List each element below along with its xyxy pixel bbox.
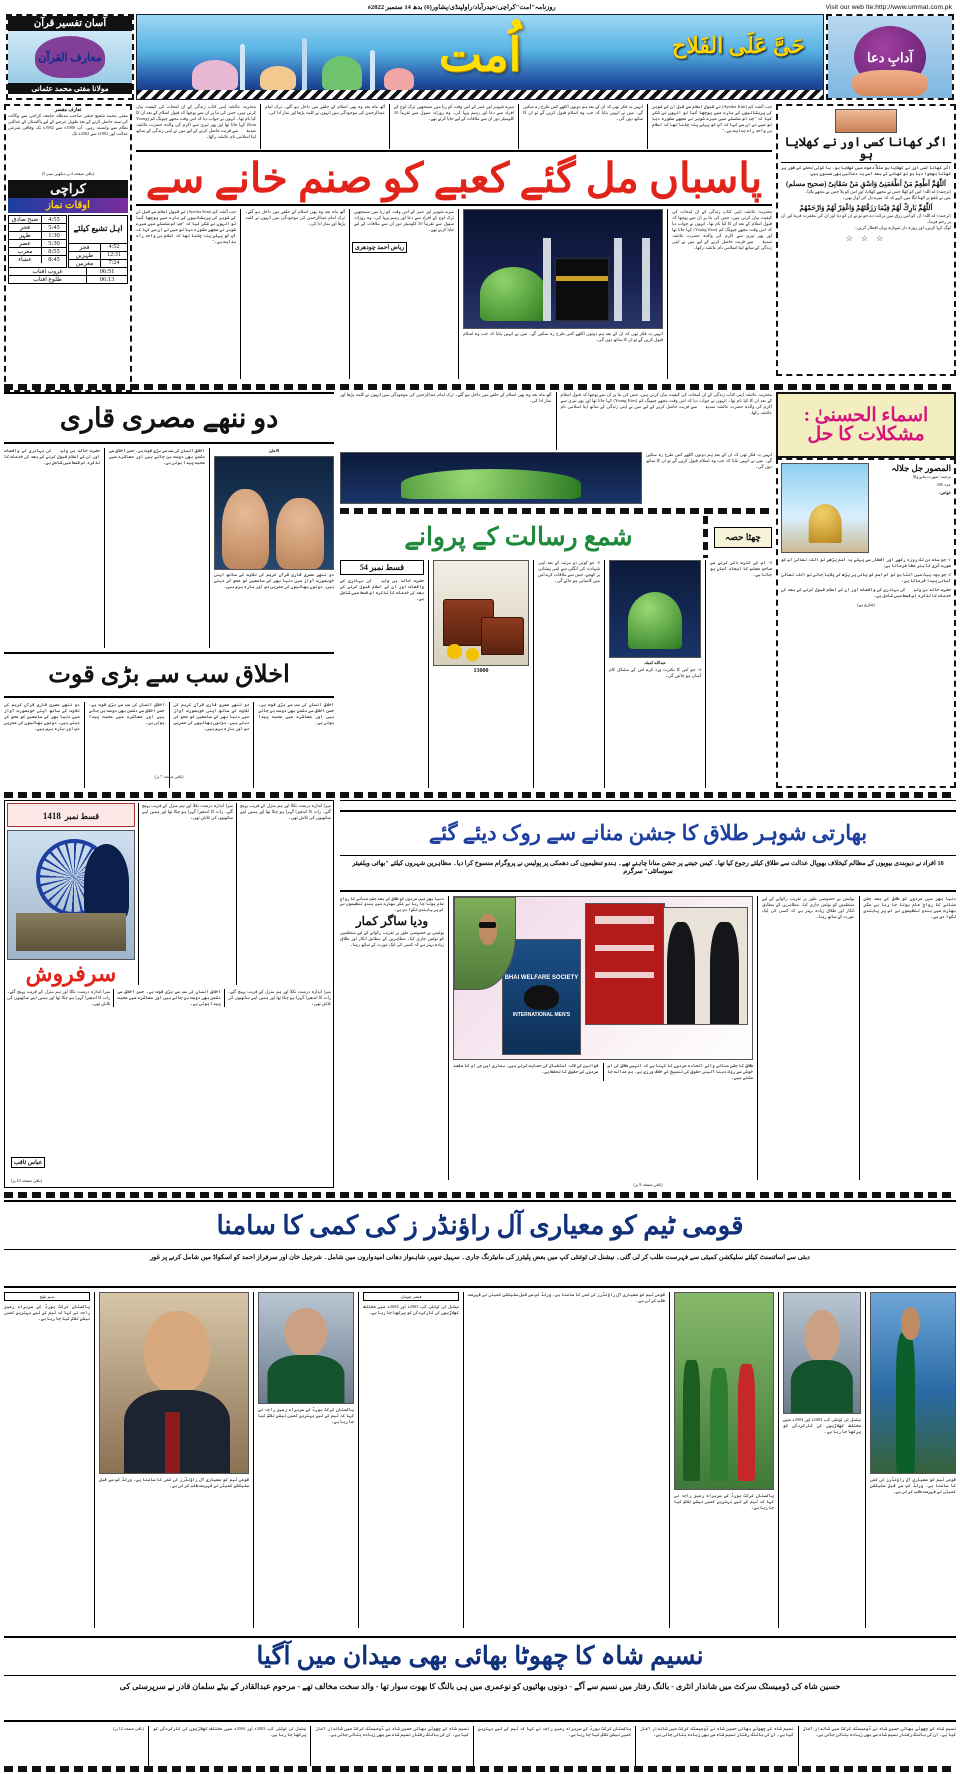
lead-col-2: میرے شوہر اور عمر کے اس وقت کو ریا میں سمجھیں ترک لوح کے افراد سے دعا اور رسم پیہا کی۔ وہ روزانہ سیول سے تقریباً 20 کلومیٹر دور ان سے ملاقات کے لیے جایا کرتے تھے۔	[394, 104, 514, 121]
sun-time-1: 06:13	[86, 276, 127, 283]
shama-col-0: 3- اس کے کثرت ذکر کرنے سے صاحبِ مجلس کا ایجاد آسان ہو جاتا ہے۔	[710, 560, 772, 577]
india-collage-photo	[453, 896, 753, 1060]
prayer-name-4: مغرب	[17, 248, 33, 255]
prayer-times-table	[8, 215, 67, 268]
sarfarosh-episode-no: 1418	[42, 811, 61, 821]
cricket2-continued: (باقی صفحہ 12 پر)	[113, 1726, 144, 1731]
prayer-city: کراچی	[8, 180, 128, 198]
sarfarosh-illustration	[7, 830, 135, 960]
masthead-logo: اُمت	[438, 29, 522, 81]
india-quote-lead: دنیا بھر میں مردوں کو طلاق کے بعد جشن منانے کا رواج عام ہوتا جا رہا ہے مگر بھارت میں ہندو تنظیموں نے اس پر پابندی لگوا دی ہے۔	[340, 896, 444, 912]
cricket-main-headline: قومی ٹیم کو معیاری آل راؤنڈر ز کی کمی کا سامنا	[216, 1210, 744, 1240]
prayer-name-1: فجر	[19, 224, 31, 231]
akhlaq-headline: اخلاق سب سے بڑی قوت	[48, 662, 290, 688]
kaaba-photo	[463, 209, 663, 329]
shia-name-2: مغربین	[75, 260, 94, 267]
asma-continued: (جاری ہے)	[857, 602, 875, 607]
akhlaq-col-1: دو ننھے مصری قاری قرآن کریم کی تلاوت کے ساتھ اپنی خوبصورت آواز میں دنیا بھر کے سامعین کو محو کر دیتے ہیں۔ دونوں بھائیوں کی عمریں دس اور بارہ برس ہیں۔	[173, 702, 250, 731]
issue-line: روزنامہ"امت"کراچی/حیدرآباد/راولپنڈی/پشاور(6) بدھ 14 ستمبر 2022ء	[367, 4, 556, 11]
prayer-time-2: 1:30	[41, 232, 66, 239]
cricket-second-body	[4, 1726, 956, 1766]
sun-row	[9, 268, 127, 275]
sarfarosh-col-3: اخلاق انسان کی سب سے بڑی قوت ہے۔ حسن اخلاق سے دشمن بھی دوست بن جاتے ہیں اور معاشرے میں محبت پیدا ہوتی ہے۔	[117, 989, 221, 1006]
prayer-time-0: 4:55	[41, 216, 66, 223]
akhlaq-headline-block	[4, 652, 334, 698]
sun-times-table	[8, 268, 128, 284]
qari-subhead: الاعلیٰ	[268, 448, 280, 453]
asma-body	[776, 458, 956, 788]
tafseer-author: مولانا مفتی محمد عثمانی	[8, 83, 132, 94]
sarfarosh-author: عباس ثاقب	[11, 1157, 45, 1168]
shama-headline: شمع رسالت کے پروانے	[404, 523, 633, 551]
cricket-byline-2: قیصر چوہان	[363, 1292, 459, 1301]
sarfarosh-headline: سرفروش	[25, 961, 117, 986]
prayer-name-3: عصر	[18, 240, 32, 247]
bhai-welfare-poster	[502, 939, 581, 1054]
akhlaq-continued: (باقی صفحہ 7 پر)	[154, 774, 184, 779]
maarif-logo	[8, 31, 132, 83]
qari-photo	[214, 456, 334, 570]
tafseer-body: مفتی محمد شفیع حنفی صاحب مدظلہ جامعہ کراچی سے وکالت کی سند حاصل کرنے کے بعد طویل عرصے کے لیے پاکستان کے عدالتی نظام سے وابستہ رہے۔ آپ 1980ء سے 1982ء تک وفاقی شرعی عدالت اور 1982ء سے 2002ء تک	[8, 113, 128, 137]
dua-badge-box	[826, 14, 954, 100]
shia-title: اہل تشیع کیلئے	[73, 223, 123, 233]
bowler-celebration-photo	[870, 1292, 956, 1474]
india-sub-headline: ودیا ساگر کمار	[355, 914, 429, 929]
cricket-second-headline: نسیم شاہ کا چھوٹا بھائی بھی میدان میں آگیا	[256, 1643, 704, 1670]
shama-col-4: حضرت خالد بن ولیدؓ کی بہادری کے واقعات اور ان کے اسلام قبول کرنے کے بعد کی خدمات کا تذکرہ اس قسط میں شامل ہے۔	[340, 578, 424, 601]
sarfarosh-col-4: میرا اندازہ درست نکلا اور ہم منزل کے قریب پہنچ گئے۔ رات کا اندھیرا گہرا ہو چکا تھا اور ہمیں اپنے ساتھیوں کی تلاش تھی۔	[7, 989, 111, 1006]
sun-name-0: غروب آفتاب	[32, 268, 63, 275]
asma-headline: اسماء الحسنیٰ : مشکلات کا حل	[803, 405, 929, 445]
divider-1	[4, 384, 956, 390]
asma-count: 336	[936, 482, 943, 488]
dua-intro: اگر کھانا کسی اور نے کھلایا ہو مثلاً دعوت میں کھلایا ہو، یا کوئی تحفے کے طور پر کھانا بھجوا دیا ہو تو کھانے کے بعد اسے یہ دعائیں بھی مسنون ہیں:	[781, 165, 951, 176]
shia-time-1: 12:31	[100, 252, 127, 259]
cricket-col-4: نیشنل ٹی ٹوئنٹی کپ 2003ء اور 2004ء میں مختلف کھلاڑیوں کی کارکردگی کو پرکھا جا رہا ہے۔	[363, 1304, 459, 1316]
sarfarosh-col-0: میرا اندازہ درست نکلا اور ہم منزل کے قریب پہنچ گئے۔ رات کا اندھیرا گہرا ہو چکا تھا اور ہمیں اپنے ساتھیوں کی تلاش تھی۔	[240, 803, 331, 820]
cricket-col-2: پاکستان کرکٹ بورڈ کے سربراہ رمیز راجہ نے کہا کہ ٹیم کے لیے بہترین کمبی نیشن تلاش کیا جا رہا ہے۔	[674, 1493, 774, 1510]
india-quote-body: پولیس نے خصوصی طور پر تقریب رکوانے کے لیے منتظمین کو نوٹس جاری کیا۔ مظاہرین کے مطابق انکار اور طلاق زیادہ بہتر ہے کہ کسی کی ایک عورت کے ساتھ رہنا۔	[340, 930, 444, 948]
india-deck	[340, 858, 956, 892]
sarfarosh-col-2: میرا اندازہ درست نکلا اور ہم منزل کے قریب پہنچ گئے۔ رات کا اندھیرا گہرا ہو چکا تھا اور ہمیں اپنے ساتھیوں کی تلاش تھی۔	[227, 989, 331, 1006]
cricket-main-deck-text: دبئی سے اسائنمنٹ کیلئے سلیکشن کمیٹی سے فہرست طلب کر لی گئی۔ نیشنل ٹی ٹوئنٹی کپ میں بعض پلیئرز کی مانیٹرنگ جاری۔ سہیل تنویر، شاہنواز دھانی امیدواروں میں شامل۔ شرجیل خان اور سرفراز احمد کو اسکواڈ میں شامل کرنے پر غور	[150, 1254, 810, 1261]
india-headline: بھارتی شوہر طلاق کا جشن منانے سے روک دیئے گئے	[428, 821, 868, 845]
lead-body-col-1: انہیں یہ فکر تھی کہ ان کے بعد ہم دونوں اکٹھے کس طرح رہ سکیں گے۔ میں نے انہیں بتایا کہ جب وہ اسلام قبول کریں گے تو ان کا ساتھ دوں گی۔	[463, 331, 663, 342]
cricket-col-1: نیشنل ٹی ٹوئنٹی کپ 2003ء اور 2004ء میں مختلف کھلاڑیوں کی کارکردگی کو پرکھا جا رہا ہے۔	[783, 1417, 861, 1434]
india-deck-text: 18 افراد نے دیوبندی بیویوں کے مظالم کیخلاف بھوپال عدالت سے طلاق کیلئے رجوع کیا تھا۔ کیس جیتنے پر جشن منانا چاہتے تھے۔ ہندو تنظیموں کی دھمکی پر پولیس نے پروگرام منسوخ کرا دیا۔ مظاہرین شہروں کیلئے "بھائی ویلفیئر سوسائٹی" سرگرم	[352, 860, 944, 876]
sarfarosh-episode-label: قسط نمبر	[64, 812, 100, 821]
shama-photo-col-text: انہیں یہ فکر تھی کہ ان کے بعد ہم دونوں اکٹھے کس طرح رہ سکیں گے۔ میں نے انہیں بتایا کہ جب وہ اسلام قبول کریں گے تو ان کا ساتھ دوں گی۔	[646, 452, 772, 469]
dua-photo	[835, 109, 897, 133]
india-body	[340, 896, 956, 1180]
shia-time-2: 7:24	[100, 260, 127, 267]
qari-body	[4, 448, 334, 648]
prayer-name-5: عشاء	[18, 256, 32, 263]
masthead	[2, 14, 958, 100]
asma-properties-label: خواص:	[939, 489, 951, 495]
akhlaq-col-2: اخلاق انسان کی سب سے بڑی قوت ہے۔ حسن اخلاق سے دشمن بھی دوست بن جاتے ہیں اور معاشرے میں محبت پیدا ہوتی ہے۔	[88, 702, 165, 725]
tafseer-subheading: تعارف مفسر	[54, 108, 82, 113]
cricket2-col-2: پاکستان کرکٹ بورڈ کے سربراہ رمیز راجہ نے کہا کہ ٹیم کے لیے بہترین کمبی نیشن تلاش کیا جا رہا ہے۔	[477, 1726, 632, 1737]
dua-badge-label: آدابِ دعا	[867, 49, 914, 65]
shama-col-2: 5- جو کوئی دو مرتبہ کے بعد اپنی شہادت کی انگلی سے اپنی پیشانی پر کھجے، جس سے ملاقات کرے اس میں کامیابی ہو جائے گی۔	[538, 560, 600, 583]
lead-headline-text: پاسباں مل گئے کعبے کو صنم خانے سے	[145, 154, 763, 201]
divider-3	[4, 792, 956, 798]
prayer-time-1: 5:45	[41, 224, 66, 231]
india-headline-block	[340, 810, 956, 856]
dua-translation-2: (ترجمہ) اے اللہ! ان کو اس رزق میں برکت دے جو تو نے ان کو دیا اور ان کی مغفرت فرما اور ان پر رحم فرما۔	[781, 213, 951, 224]
cricket-col-6: قومی ٹیم کو معیاری آل راؤنڈرز کی کمی کا سامنا ہے۔ ورلڈ کپ سے قبل سلیکشن کمیٹی نے فہرست طلب کر لی ہے۔	[99, 1477, 249, 1488]
sun-time-0: 06:51	[86, 268, 127, 275]
lead-headline	[136, 150, 772, 206]
asma-item-0: 1- جو سات دن تک روزہ رکھے اور افطار سے پہلے یہ اسم پڑھے تو اللہ تعالیٰ اس کو صورت گری کا ہنر عطا فرماتا ہے۔	[781, 557, 951, 568]
left-rail	[4, 104, 132, 392]
lead-body-col-0: محترمہ عائشہ اپنی کتاب زندگی کے ان لمحات کی کیفیت بیان کرتی ہیں، جس کی بنا پر ان سے پوچھا کہ قبول اسلام کے بعد ان کا کیا نام تھا۔ انہوں نے جواب دیا کہ اس وقت مجھے چیونگ کم (Yoong Kim) کہا جاتا تھا اور پھر تیزی سے اکرم کی والدہ حضرت عائشہ صدیقہؓ سے قربت حاصل کرنے کے لیے میں نے اپنی زندگی کے ساتھ اپنا اسلامی نام عائشہ رکھا۔	[672, 209, 772, 250]
qari-headline-block	[4, 392, 334, 444]
prayer-name-0: صبح صادق	[11, 216, 39, 223]
india-col-3: قوانین کے لالہ استقبال کی حمایت کرتے ہیں۔ ہماری این جی او کا مقصد مردوں کے حقوق کا تحفظ ہے۔	[453, 1063, 599, 1074]
dua-note-2: لوگ کہا کریں، اور روزہ دار تمہارے یہاں افطار کریں۔	[854, 225, 951, 230]
bhai-poster-sub: INTERNATIONAL MEN'S	[512, 1011, 571, 1018]
masthead-banner	[136, 14, 824, 100]
cricket-byline-1: نديم بلوچ	[4, 1292, 90, 1301]
asma-item-1: 2- جو بچہ پیٹ میں الٹا ہو تو اس اسم کو پانی پر پڑھ کر پلایا جائے تو اللہ تعالیٰ آسانی پیدا فرماتا ہے۔	[781, 572, 951, 583]
lead-byline-text: ریاض احمد چودھری	[352, 242, 407, 253]
cricket2-col-1: نسیم شاہ کے چھوٹے بھائی حسین شاہ نے ڈومیسٹک کرکٹ میں شاندار آغاز کیا ہے۔ ان کی بالنگ رفتار نسیم شاہ سے بھی زیادہ بتائی جاتی ہے۔	[640, 1726, 794, 1737]
player-portrait-photo	[783, 1292, 861, 1414]
dua-translation-1: (ترجمہ) اے اللہ! اس کو کھلا جس نے مجھے کھلایا، اور اس کو پلا جس نے مجھے پلایا۔	[804, 189, 951, 194]
shia-time-0: 4:52	[100, 244, 127, 251]
prayer-time-4: 8:55	[41, 248, 66, 255]
lead-story-top-text	[136, 104, 772, 149]
treasure-chest-photo	[433, 560, 529, 666]
shama-top-col-0: محترمہ عائشہ اپنی کتاب زندگی کے ان لمحات کی کیفیت بیان کرتی ہیں، جس کی بنا پر ان سے پوچھا کہ قبول اسلام کے بعد ان کا کیا نام تھا۔ انہوں نے جواب دیا کہ اس وقت مجھے چیونگ کم (Yoong Kim) کہا جاتا تھا اور پھر تیزی سے اکرم کی والدہ حضرت عائشہ صدیقہؓ سے قربت حاصل کرنے کے لیے میں نے اپنی زندگی کے ساتھ اپنا اسلامی نام عائشہ رکھا۔	[560, 392, 772, 415]
qari-headline: دو ننھے مصری قاری	[59, 402, 279, 433]
qari-body-text: دو ننھے مصری قاری قرآن کریم کی تلاوت کے ساتھ اپنی خوبصورت آواز میں دنیا بھر کے سامعین کو محو کر دیتے ہیں۔ دونوں بھائیوں کی عمریں دس اور بارہ برس ہیں۔	[214, 572, 334, 590]
divider-2	[340, 508, 772, 514]
qari-col-2: حضرت خالد بن ولیدؓ کی بہادری کے واقعات اور ان کے اسلام قبول کرنے کے بعد کی خدمات کا تذکرہ اس قسط میں شامل ہے۔	[4, 448, 100, 465]
lead-col-3: آٹھ ماہ بعد وہ بھی اسلام کے حلقے میں داخل ہو گئے۔ ترک امام عبدالرحمن کی موجودگی میں انہوں نے کلمہ پڑھا اور نماز ادا کی۔	[265, 104, 385, 115]
shama-part-label: چھٹا حصہ	[724, 531, 761, 542]
shama-episode-no: 54	[359, 563, 368, 572]
lead-col-0: جب آئشہ کم (Ayesha Kim) نے قبول اسلام سے قبل ان کے شوہر کی پریشانیوں کے بارے میں پوچھا گیا تو انہوں نے شکر کیا کہ "جب اس سلسلے میں میرے شوہر نے مجھے مشورہ دیا تو میں نے ان سے کہا کہ آپ کو پہلے پتہ چلنا تھا کہ اسلام ہی واحد راہ ہدایت ہے۔"	[652, 104, 772, 133]
shama-body	[340, 560, 772, 788]
shia-times-table	[68, 215, 128, 268]
sarfarosh-block	[4, 800, 334, 1188]
sarfarosh-col-1: میرا اندازہ درست نکلا اور ہم منزل کے قریب پہنچ گئے۔ رات کا اندھیرا گہرا ہو چکا تھا اور ہمیں اپنے ساتھیوں کی تلاش تھی۔	[142, 803, 233, 820]
cricket-col-3: قومی ٹیم کو معیاری آل راؤنڈرز کی کمی کا سامنا ہے۔ ورلڈ کپ سے قبل سلیکشن کمیٹی نے فہرست طلب کر لی ہے۔	[468, 1292, 665, 1303]
cricket-second-deck	[4, 1678, 956, 1722]
dua-arabic-1: اَللّٰهُمَّ اَطْعِمْ مَنْ اَطْعَمَنِیْ وَاسْقِ مَنْ سَقَانِیْ (صحیح مسلم)	[786, 180, 946, 188]
asma-headline-block	[776, 392, 956, 454]
cricket-main-deck	[4, 1252, 956, 1288]
india-col-2: طلاق کا جشن منانے والے الحادہ مردوں کا کہنا ہے کہ انہیں طلاق کی اس خوشی سے روک دینا آئینی حقوق کی تنسیخ کے خلاف ورزی ہے۔ ہم عدالت جا سکتے ہیں۔	[607, 1063, 753, 1080]
couple-silhouette-photo	[663, 907, 748, 1026]
lead-byline	[352, 236, 407, 254]
masthead-slogan: حَیَّ عَلَی الفَلاح	[672, 33, 805, 58]
prayer-row	[9, 216, 66, 223]
cricket2-col-0: نسیم شاہ کے چھوٹے بھائی حسین شاہ نے ڈومیسٹک کرکٹ میں شاندار آغاز کیا ہے۔ ان کی بالنگ رفتار نسیم شاہ سے بھی زیادہ بتائی جاتی ہے۔	[802, 1726, 956, 1737]
masthead-ornament	[137, 90, 823, 99]
lead-col-1: انہیں یہ فکر تھی کہ ان کے بعد ہم دونوں اکٹھے کس طرح رہ سکیں گے۔ میں نے انہیں بتایا کہ جب وہ اسلام قبول کریں گے تو ان کا ساتھ دوں گی۔	[523, 104, 643, 121]
lead-body-col-2: میرے شوہر اور عمر کے اس وقت کو ریا میں سمجھیں ترک لوح کے افراد سے دعا اور رسم پیہا کی۔ وہ روزانہ سیول سے تقریباً 20 کلومیٹر دور ان سے ملاقات کے لیے جایا کرتے تھے۔	[354, 209, 454, 232]
cricket-main-headline-block	[4, 1200, 956, 1250]
sun-row	[9, 275, 127, 283]
shama-top-text	[340, 392, 772, 450]
akhlaq-col-3: دو ننھے مصری قاری قرآن کریم کی تلاوت کے ساتھ اپنی خوبصورت آواز میں دنیا بھر کے سامعین کو محو کر دیتے ہیں۔ دونوں بھائیوں کی عمریں دس اور بارہ برس ہیں۔	[4, 702, 80, 731]
prayer-row	[9, 247, 66, 255]
bottom-border	[4, 1766, 956, 1772]
sun-name-1: طلوع آفتاب	[33, 276, 62, 283]
dua-article	[776, 104, 956, 376]
asma-subtitle: ترجمہ: صورت بنانے والا	[912, 474, 951, 479]
dua-note-1: میں نے بلقع پر اٹھنا لگا میں کہے کہ کہ میرے دل کی آواز بھی۔	[842, 195, 951, 200]
sarfarosh-continued: (باقی صفحہ 10 پر)	[11, 1177, 42, 1183]
lead-story-body	[136, 209, 772, 379]
shama-author: عبدالله کمبلہ	[644, 660, 666, 665]
asma-name: المصور جل جلالہ	[891, 463, 951, 473]
lead-body-col-4: جب آئشہ کم (Ayesha Kim) نے قبول اسلام سے قبل ان کے شوہر کی پریشانیوں کے بارے میں پوچھا گیا تو انہوں نے شکر کیا کہ "جب اس سلسلے میں میرے شوہر نے مجھے مشورہ دیا تو میں نے ان سے کہا کہ آپ کو پہلے پتہ چلنا تھا کہ اسلام ہی واحد راہ ہدایت ہے۔"	[136, 209, 236, 244]
shama-col-mid: 4- جو اس کا بکثرت ورد کرے اس کے مشکل کام آسان ہو جائیں گی۔	[609, 667, 701, 679]
akhlaq-continued-wrap	[4, 774, 334, 779]
shama-photo-row	[340, 452, 772, 504]
praying-hands-icon	[852, 70, 928, 96]
maarif-logo-label: معارف القرآن	[38, 51, 102, 64]
shama-headline-block	[340, 516, 772, 558]
dua-title: اگر کھانا کسی اور نے کھلایا ہو	[781, 136, 951, 163]
cricket-col-far-left: قومی ٹیم کو معیاری آل راؤنڈرز کی کمی کا سامنا ہے۔ ورلڈ کپ سے قبل سلیکشن کمیٹی نے فہرست طلب کر لی ہے۔	[870, 1477, 956, 1494]
india-col-0: دنیا بھر میں مردوں کو طلاق کے بعد جشن منانے کا رواج عام ہوتا جا رہا ہے مگر بھارت میں ہندو تنظیموں نے اس پر پابندی لگوا دی ہے۔	[863, 896, 956, 919]
india-continued: (باقی صفحہ 9 پر)	[633, 1182, 663, 1187]
prayer-time-5: 8:45	[41, 256, 66, 263]
dua-separator: ☆ ☆ ☆	[845, 234, 887, 243]
cricket-main-body	[4, 1292, 956, 1628]
asma-count-label: عدد:	[943, 482, 951, 488]
green-dome-photo	[340, 452, 642, 504]
shia-name-1: ظہرین	[75, 252, 94, 259]
cricket-col-5: پاکستان کرکٹ بورڈ کے سربراہ رمیز راجہ نے کہا کہ ٹیم کے لیے بہترین کمبی نیشن تلاش کیا جا رہا ہے۔	[258, 1407, 354, 1424]
shama-amount: 13000	[473, 668, 489, 674]
shama-top-col-1: آٹھ ماہ بعد وہ بھی اسلام کے حلقے میں داخل ہو گئے۔ ترک امام عبدالرحمن کی موجودگی میں انہوں نے کلمہ پڑھا اور نماز ادا کی۔	[340, 392, 552, 403]
prayer-row	[9, 239, 66, 247]
cricket-second-deck-text: حسین شاہ کی ڈومیسٹک سرکٹ میں شاندار انٹری - بالنگ رفتار میں نسیم سے آگے - دونوں بھائیوں کو نوعمری میں ہی بالنگ کا بھوت سوار تھا - والد سخت مخالف تھے - مرحوم عبدالقادر کے بیٹے سلمان قادر نے سرپرستی کی	[119, 1682, 841, 1691]
prayer-title: اوقات نماز	[8, 198, 128, 213]
player-portrait-2-photo	[258, 1292, 354, 1404]
divider-4	[4, 1192, 956, 1198]
fielders-practice-photo	[674, 1292, 774, 1490]
tafseer-box	[6, 14, 134, 100]
india-continued-wrap	[340, 1182, 956, 1187]
bhai-poster-title: BHAI WELFARE SOCIETY	[504, 974, 579, 981]
lead-col-4: محترمہ عائشہ اپنی کتاب زندگی کے ان لمحات کی کیفیت بیان کرتی ہیں، جس کی بنا پر ان سے پوچھا کہ قبول اسلام کے بعد ان کا کیا نام تھا۔ انہوں نے جواب دیا کہ اس وقت مجھے چیونگ کم (Yoong Kim) کہا جاتا تھا اور پھر تیزی سے اکرم کی والدہ حضرت عائشہ صدیقہؓ سے قربت حاصل کرنے کے لیے میں نے اپنی زندگی کے ساتھ اپنا اسلامی نام عائشہ رکھا۔	[136, 104, 256, 139]
moustache-icon	[524, 985, 560, 1010]
qari-col-1: اخلاق انسان کی سب سے بڑی قوت ہے۔ حسن اخلاق سے دشمن بھی دوست بن جاتے ہیں اور معاشرے میں محبت پیدا ہوتی ہے۔	[109, 448, 205, 465]
prayer-row	[9, 223, 66, 231]
cricket-col-7: پاکستان کرکٹ بورڈ کے سربراہ رمیز راجہ نے کہا کہ ٹیم کے لیے بہترین کمبی نیشن تلاش کیا جا رہا ہے۔	[4, 1304, 90, 1322]
asma-extra-body: حضرت خالد بن ولیدؓ کی بہادری کے واقعات اور ان کے اسلام قبول کرنے کے بعد کی خدمات کا تذکرہ اس قسط میں شامل ہے۔	[781, 587, 951, 598]
dua-arabic-2: اَللّٰهُمَّ بَارِكْ لَهُمْ فِيْمَا رَزَقْتَهُمْ وَاغْفِرْ لَهُمْ وَارْحَمْهُمْ	[799, 204, 933, 212]
masjid-photo	[781, 463, 869, 553]
tafseer-title: آسان تفسیر قرآن	[8, 16, 132, 31]
tafseer-continued: (باقی صفحہ 4 پر دیکھیں نمبر 5)	[42, 171, 94, 177]
cricket-second-headline-block	[4, 1636, 956, 1676]
shia-row	[69, 243, 127, 251]
cricket2-col-4: نیشنل ٹی ٹوئنٹی کپ 2003ء اور 2004ء میں مختلف کھلاڑیوں کی کارکردگی کو پرکھا جا رہا ہے۔	[152, 1726, 307, 1737]
top-strip	[2, 0, 958, 14]
prayer-time-3: 5:30	[41, 240, 66, 247]
website-url[interactable]: Visit our web Ite:http://www.ummat.com.pk	[825, 3, 952, 11]
prayer-name-2: ظہر	[19, 232, 31, 239]
india-col-1: پولیس نے خصوصی طور پر تقریب رکوانے کے لیے منتظمین کو نوٹس جاری کیا۔ مظاہرین کے مطابق انکار اور طلاق زیادہ بہتر ہے کہ کسی کی ایک عورت کے ساتھ رہنا۔	[762, 896, 855, 919]
akhlaq-col-0: اخلاق انسان کی سب سے بڑی قوت ہے۔ حسن اخلاق سے دشمن بھی دوست بن جاتے ہیں اور معاشرے میں محبت پیدا ہوتی ہے۔	[258, 702, 334, 725]
madina-dome-photo	[609, 560, 701, 658]
dua-badge	[828, 16, 952, 98]
prayer-row	[9, 255, 66, 263]
prayer-row	[9, 231, 66, 239]
shama-episode-label: قسط نمبر	[369, 563, 405, 572]
prayer-tables	[8, 215, 128, 268]
lead-body-col-3: آٹھ ماہ بعد وہ بھی اسلام کے حلقے میں داخل ہو گئے۔ ترک امام عبدالرحمن کی موجودگی میں انہوں نے کلمہ پڑھا اور نماز ادا کی۔	[245, 209, 345, 226]
shia-row	[69, 251, 127, 259]
red-poster-photo	[585, 903, 664, 1025]
ramiz-raja-photo	[99, 1292, 249, 1474]
shia-name-0: فجر	[79, 244, 90, 251]
shia-row	[69, 259, 127, 267]
cricket2-col-3: نسیم شاہ کے چھوٹے بھائی حسین شاہ نے ڈومیسٹک کرکٹ میں شاندار آغاز کیا ہے۔ ان کی بالنگ رفتار نسیم شاہ سے بھی زیادہ بتائی جاتی ہے۔	[315, 1726, 469, 1737]
